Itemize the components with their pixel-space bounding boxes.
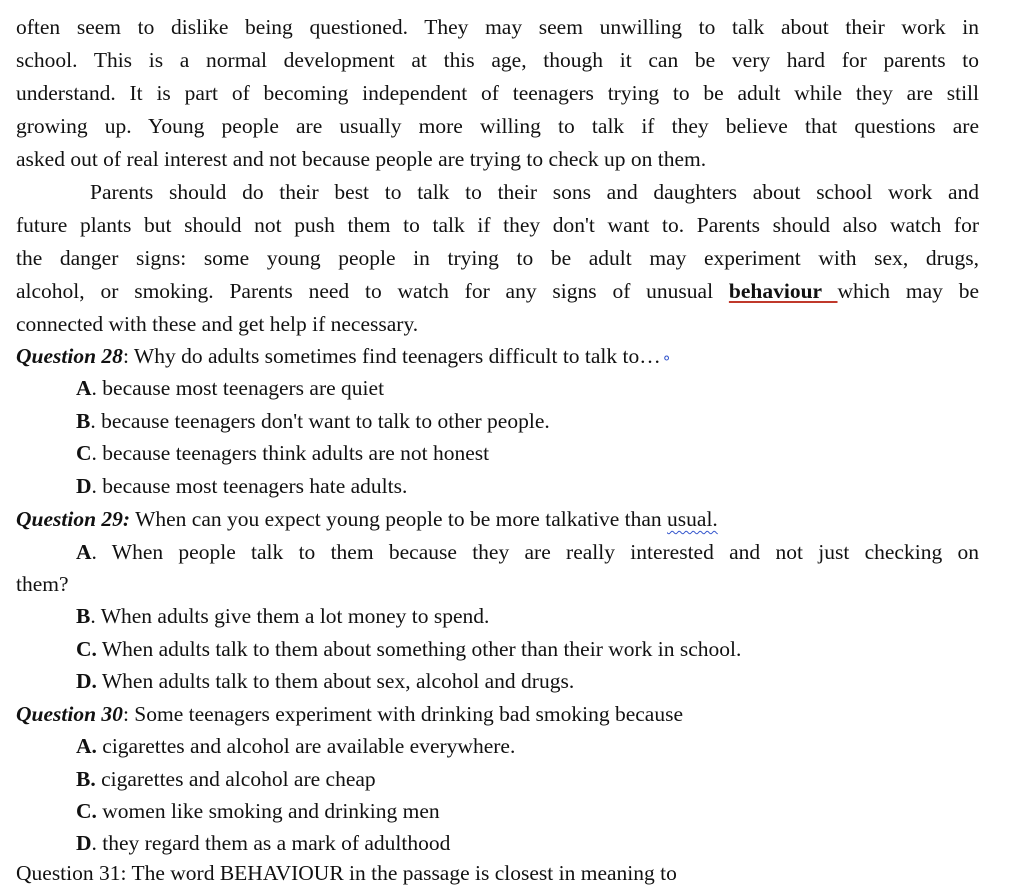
option-letter: D	[76, 474, 92, 498]
question-29	[16, 503, 979, 536]
option-letter: B	[76, 409, 91, 433]
option-letter: C	[76, 441, 92, 465]
paragraph-mark-icon: ⚬	[660, 352, 673, 367]
option-letter: B.	[76, 767, 96, 791]
option-a	[76, 372, 979, 405]
question-text: Some teenagers experiment with drinking bad smoking because	[128, 702, 683, 726]
question-label: Question 29:	[16, 507, 131, 531]
option-text: cigarettes and alcohol are cheap	[95, 767, 376, 791]
option-letter: A.	[76, 734, 97, 758]
option-text: cigarettes and alcohol are available everywhere.	[96, 734, 516, 758]
option-c	[76, 437, 979, 470]
option-letter: A	[76, 376, 92, 400]
question-label: Question 28	[16, 344, 123, 368]
option-a	[76, 536, 979, 569]
option-text: . they regard them as a mark of adulthood	[91, 831, 451, 855]
option-b	[76, 405, 979, 438]
option-text: . because teenagers don't want to talk to other people.	[90, 409, 550, 433]
question-text: When can you expect young people to be more talkative than	[130, 507, 668, 531]
question-sep: :	[122, 702, 129, 726]
passage-line: connected with these and get help if necessary.	[16, 312, 419, 336]
option-text: . because teenagers think adults are not honest	[91, 441, 490, 465]
highlighted-word: behaviour	[728, 279, 838, 303]
option-letter: B	[76, 604, 91, 628]
passage-line: understand. It is part of becoming independent of teenagers trying to be adult while they are still	[16, 81, 979, 105]
option-b	[76, 763, 979, 796]
option-a	[76, 730, 979, 763]
question-text: Why do adults sometimes find teenagers difficult to talk to…	[128, 344, 661, 368]
option-d	[76, 470, 979, 503]
option-c	[76, 633, 979, 666]
option-d	[76, 827, 979, 860]
option-text: . because most teenagers are quiet	[91, 376, 385, 400]
question-sep: :	[122, 344, 129, 368]
passage-line: the danger signs: some young people in trying to be adult may experiment with sex, drugs,	[16, 246, 979, 270]
option-letter: A	[76, 540, 92, 564]
passage-line: asked out of real interest and not because people are trying to check up on them.	[16, 147, 707, 171]
option-text: . When people talk to them because they are really interested and not just checking on	[91, 540, 979, 564]
option-text: When adults talk to them about something other than their work in school.	[96, 637, 742, 661]
passage-line: school. This is a normal development at this age, though it can be very hard for parents to	[16, 48, 979, 72]
question-30	[16, 698, 979, 731]
passage-line: growing up. Young people are usually more willing to talk if they believe that questions are	[16, 114, 979, 138]
passage-line: often seem to dislike being questioned. They may seem unwilling to talk about their work in	[16, 15, 979, 39]
spellcheck-word: usual.	[667, 507, 718, 531]
option-text: women like smoking and drinking men	[96, 799, 440, 823]
option-letter: D.	[76, 669, 97, 693]
option-letter: C.	[76, 799, 97, 823]
question-28	[16, 340, 979, 373]
option-b	[76, 600, 979, 633]
option-c	[76, 795, 979, 828]
option-d	[76, 665, 979, 698]
passage-line: future plants but should not push them to talk if they don't want to. Parents should also watch for	[16, 213, 979, 237]
passage-text: alcohol, or smoking. Parents need to watch for any signs of unusual	[16, 279, 729, 303]
passage-line: Parents should do their best to talk to their sons and daughters about school work and	[90, 180, 979, 204]
option-a-continued: them?	[16, 572, 69, 596]
cutoff-question-line: Question 31: The word BEHAVIOUR in the passage is closest in meaning to	[16, 861, 677, 885]
option-letter: D	[76, 831, 92, 855]
passage-text: which may be	[837, 279, 980, 303]
option-text: . because most teenagers hate adults.	[91, 474, 408, 498]
option-text: . When adults give them a lot money to spend.	[90, 604, 490, 628]
option-letter: C.	[76, 637, 97, 661]
option-text: When adults talk to them about sex, alcohol and drugs.	[96, 669, 575, 693]
passage-line	[16, 275, 979, 308]
question-label: Question 30	[16, 702, 123, 726]
